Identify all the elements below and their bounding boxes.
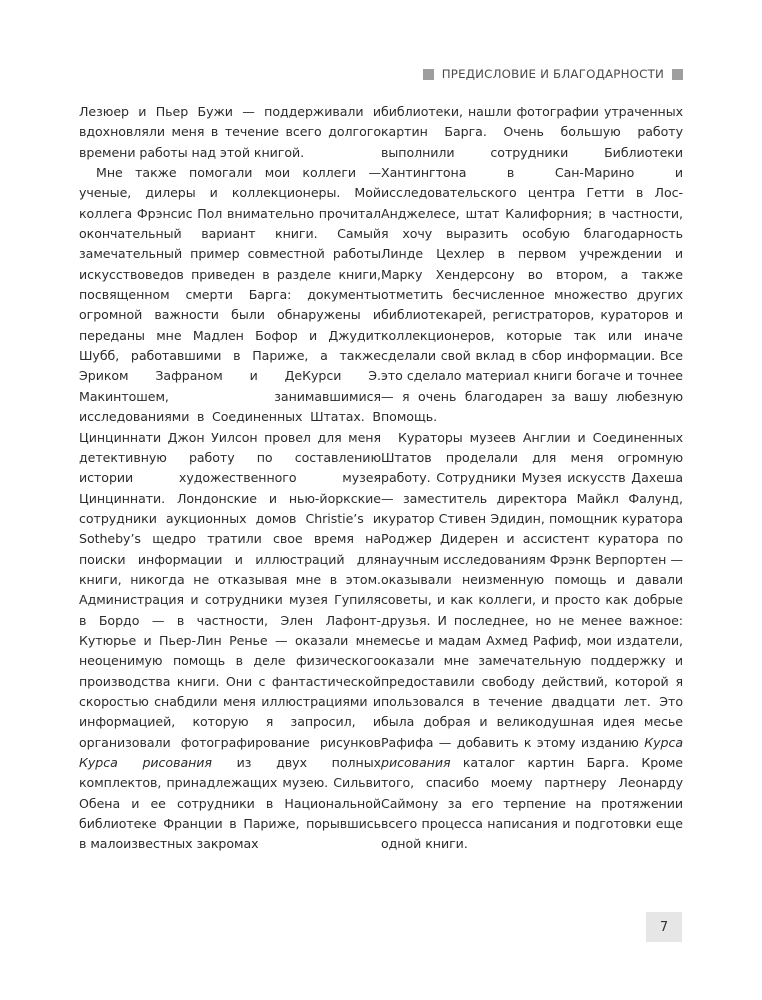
left-paragraph-2 bbox=[79, 163, 381, 855]
page-number-label: 7 bbox=[659, 919, 669, 935]
left-paragraph-2-text-b: из двух полных комплектов, принадлежащих музею. Сильви Обена и ее сотрудники в Национальной библиотеке Франции в Париже, порывшись в малоизвестных закромах bbox=[79, 755, 381, 852]
right-column bbox=[381, 102, 683, 855]
right-paragraph-2-text-b: каталог картин Барга. Кроме того, спасибо моему партнеру Леонарду Саймону за его терпение на протяжении всего процесса написания и подготовки еще одной книги. bbox=[381, 755, 683, 852]
left-paragraph-2-italic-title: Курса рисования bbox=[79, 755, 212, 770]
left-paragraph-1: Лезюер и Пьер Бужи — поддерживали и вдохновляли меня в течение всего долгого времени работы над этой книгой. bbox=[79, 104, 381, 160]
right-paragraph-2-italic-title: Курса рисования bbox=[381, 734, 683, 770]
header-square-left bbox=[423, 69, 434, 80]
header-square-right bbox=[672, 69, 683, 80]
right-paragraph-1: библиотеки, нашли фотографии утраченных картин Барга. Очень большую работу выполнили сотрудники Библиотеки Хантингтона в Сан-Марино и исследовательского центра Гетти в Лос-Анджелесе, штат Калифорния; в частности, я хочу выразить особую благодарность Линде Цехлер в первом учреждении и Марку Хендерсону во втором, а также отметить бесчисленное множество других библиотекарей, регистраторов, кураторов и коллекционеров, которые так или иначе сделали свой вклад в сбор информации. Все это сделало материал книги богаче и точнее — я очень благодарен за вашу любезную помощь. bbox=[381, 104, 683, 425]
running-header bbox=[393, 64, 683, 84]
header-title: ПРЕДИСЛОВИЕ И БЛАГОДАРНОСТИ bbox=[441, 67, 664, 81]
right-paragraph-2 bbox=[381, 428, 683, 855]
page-number bbox=[646, 912, 682, 942]
left-column bbox=[79, 102, 381, 855]
right-paragraph-2-text-a: Кураторы музеев Англии и Соединенных Штатов проделали для меня огромную работу. Сотрудники Музея искусств Дахеша — заместитель директора Майкл Фалунд, куратор Стивен Эдидин, помощник куратора Роджер Дидерен и ассистент куратора по научным исследованиям Фрэнк Верпортен — оказывали неизменную помощь и давали советы, и как коллеги, и просто как добрые друзья. И последнее, но не менее важное: месье и мадам Ахмед Рафиф, мои издатели, оказали мне замечательную поддержку и предоставили свободу действий, которой я пользовался в течение двадцати лет. Это была добрая и великодушная идея месье Рафифа — добавить к этому изданию bbox=[381, 429, 683, 750]
left-paragraph-2-text-a: Мне также помогали мои коллеги — ученые, дилеры и коллекционеры. Мой коллега Фрэнсис Пол внимательно прочитал окончательный вариант книги. Самый замечательный пример совместной работы искусствоведов приведен в разделе книги, посвященном смерти Барга: документы огромной важности были обнаружены и переданы мне Мадлен Бофор и Джудит Шубб, работавшими в Париже, а также Эриком Зафраном и ДеКурси Э. Макинтошем, занимавшимися исследованиями в Соединенных Штатах. В Цинциннати Джон Уилсон провел для меня детективную работу по составлению истории художественного музея Цинциннати. Лондонские и нью-йоркские сотрудники аукционных домов Christie’s и Sotheby’s щедро тратили свое время на поиски информации и иллюстраций для книги, никогда не отказывая мне в этом. Администрация и сотрудники музея Гупиля в Бордо — в частности, Элен Лафонт-Кутюрье и Пьер-Лин Ренье — оказали мне неоценимую помощь в деле физического производства книги. Они с фантастической скоростью снабдили меня иллюстрациями и информацией, которую я запросил, и организовали фотографирование рисунков bbox=[79, 165, 381, 750]
